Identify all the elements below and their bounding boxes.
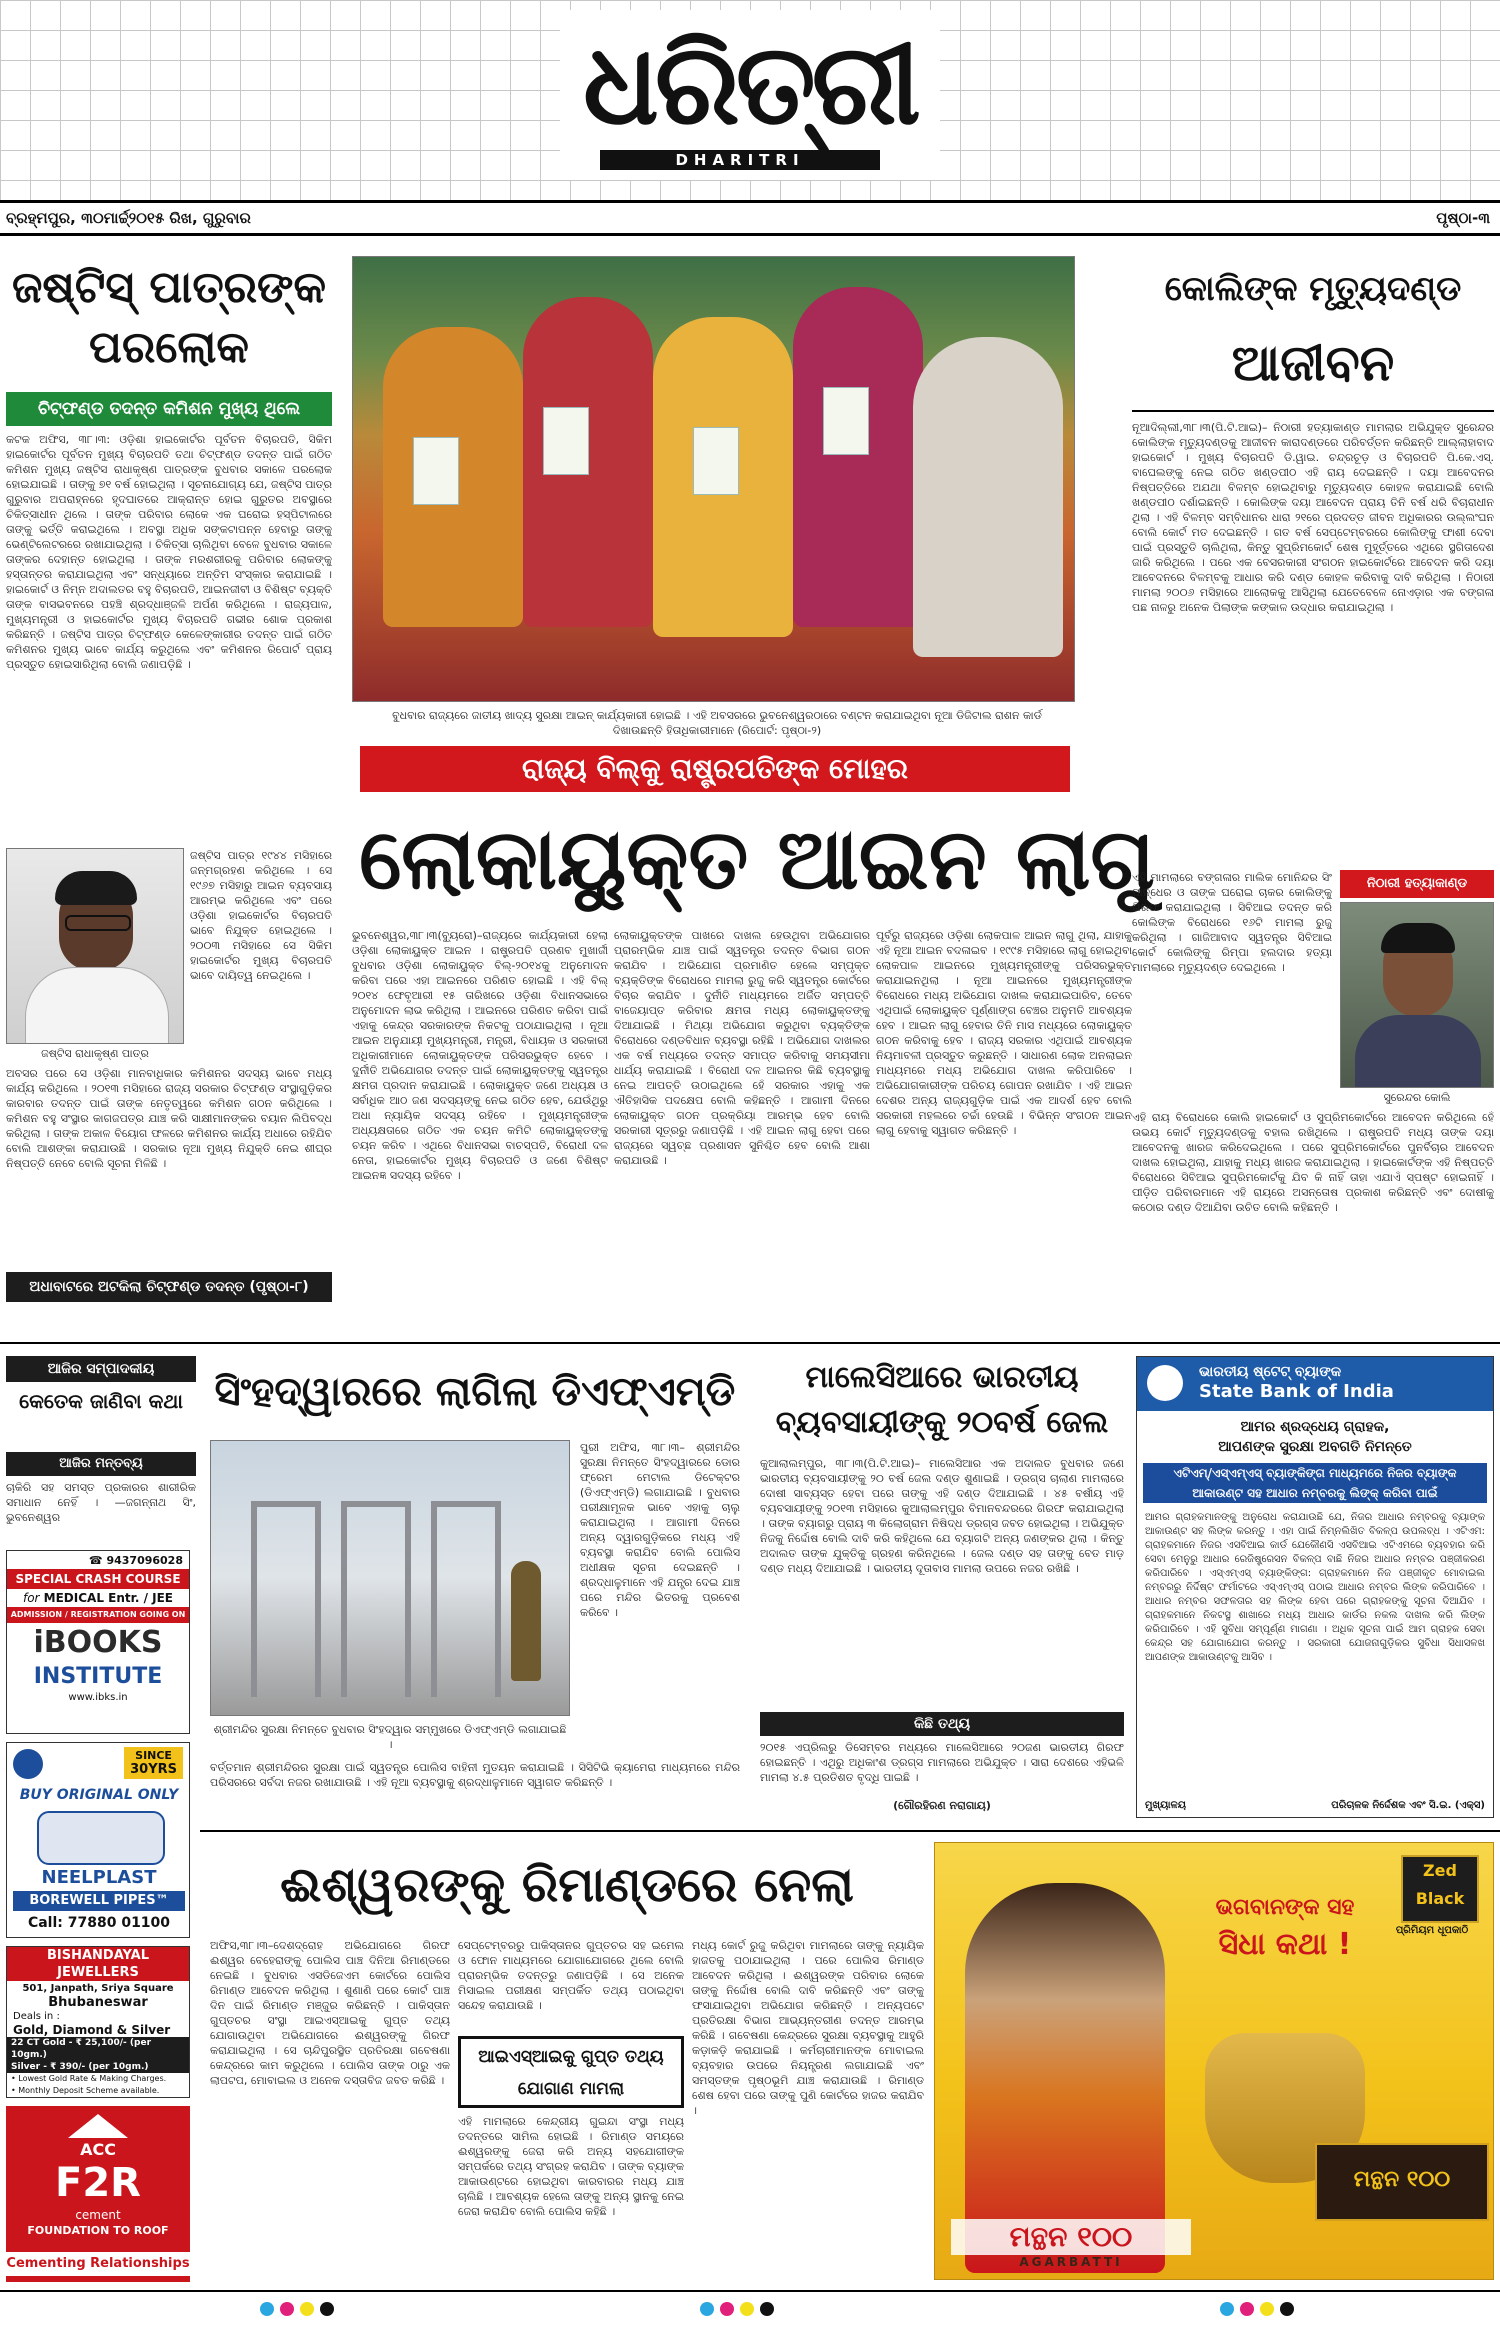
jewellers-name1: BISHANDAYAL — [7, 1947, 189, 1964]
sbi-footer-right: ପରିଚାଳକ ନିର୍ଦ୍ଦେଶକ ଏବଂ ସି.ଇ. (ଏକ୍ସ) — [1331, 1800, 1485, 1811]
dateline: ବ୍ରହ୍ମପୁର, ୩୦ମାର୍ଚ୍ଚ୍୨୦୧୫ ରିଖ, ଗୁରୁବାର — [6, 209, 251, 227]
ibooks-for: for — [22, 1591, 40, 1605]
masthead-rule — [0, 200, 1500, 203]
dfmd-photo-caption: ଶ୍ରୀମନ୍ଦିର ସୁରକ୍ଷା ନିମନ୍ତେ ବୁଧବାର ସିଂହଦ୍ୱାର ସମ୍ମୁଖରେ ଡିଏଫ୍‌ଏମ୍‌ଡି ଲଗାଯାଇଛି । — [213, 1723, 567, 1751]
koli-portrait — [1340, 902, 1494, 1088]
photo-figure-4 — [793, 287, 923, 627]
justice-headline: ଜଷ୍ଟିସ୍ ପାତ୍ରଙ୍କ ପରଲୋକ — [12, 262, 326, 373]
manthan-badge-sub: ପ୍ରିମିୟମ ଧୂପକାଠି — [1395, 1925, 1469, 1936]
neelplast-ad[interactable] — [6, 1742, 190, 1938]
ibooks-line3: ADMISSION / REGISTRATION GOING ON — [7, 1607, 189, 1623]
manthan-woman — [965, 1883, 1165, 2273]
sbi-logo-icon — [1147, 1365, 1183, 1401]
reg-mark-yellow-3 — [1260, 2302, 1274, 2316]
ibooks-site: www.ibks.in — [68, 1692, 128, 1703]
ishwar-body-2: ସେପ୍ଟେମ୍ବରରୁ ପାକିସ୍ତାନର ଗୁପ୍ତଚର ସହ ଇମେଲ ଓ ଫୋନ ମାଧ୍ୟମରେ ଯୋଗାଯୋଗରେ ଥିଲେ ବୋଲି ପ୍ରାରମ୍ଭିକ ତଦନ୍ତରୁ ଜଣାପଡ଼ିଛି । ସେ ଅନେକ ମିସାଇଲ ପରୀକ୍ଷଣ ସମ୍ପର୍କିତ ତଥ୍ୟ ପଠାଇଥିବା ସନ୍ଦେହ କରାଯାଉଛି । — [458, 1939, 684, 2012]
malaysia-headline-2: ବ୍ୟବସାୟୀଙ୍କୁ ୨୦ବର୍ଷ ଜେଲ — [775, 1405, 1109, 1440]
jewellers-ad[interactable] — [6, 1946, 190, 2098]
jewellers-rate2: Silver - ₹ 390/- (per 10gm.) — [7, 2061, 189, 2073]
portrait-glasses — [65, 915, 131, 931]
dateline-rule — [0, 233, 1500, 236]
jewellers-name2: JEWELLERS — [7, 1964, 189, 1981]
neelplast-line1: BUY ORIGINAL ONLY — [19, 1787, 179, 1803]
neelplast-brand: NEELPLAST — [41, 1867, 157, 1888]
dfmd-gate-1 — [251, 1501, 321, 1697]
neelplast-badge — [13, 1749, 43, 1779]
facts-body: ୨୦୧୫ ଏପ୍ରିଲରୁ ଡିସେମ୍ବର ମଧ୍ୟରେ ମାଲେସିଆରେ ୨୦ଜଣ ଭାରତୀୟ ଗିରଫ ହୋଇଛନ୍ତି । ଏଥିରୁ ଅଧିକାଂଶ ଡ୍ରଗ୍ସ ମାମଲାରେ ଅଭିଯୁକ୍ତ । ସାରା ଦେଶରେ ଏହିଭଳି ମାମଲା ୪.୫ ପ୍ରତିଶତ ବୃଦ୍ଧି ପାଇଛି । — [760, 1741, 1124, 1784]
ishwar-body-1: ଅଫିସ,୩୮।୩–ଦେଶଦ୍ରୋହ ଅଭିଯୋଗରେ ଗିରଫ ଈଶ୍ୱର ବେହେରାଙ୍କୁ ପୋଲିସ ପାଞ୍ଚ ଦିନିଆ ରିମାଣ୍ଡରେ ନେଇଛି । ବୁଧବାର ଏସଡିଜେଏମ କୋର୍ଟରେ ପୋଲିସ ରିମାଣ୍ଡ ଆବେଦନ କରିଥିଲା । ଶୁଣାଣି ପରେ କୋର୍ଟ ପାଞ୍ଚ ଦିନ ପାଇଁ ରିମାଣ୍ଡ ମଞ୍ଜୁର କରିଛନ୍ତି । ପାକିସ୍ତାନ ଗୁପ୍ତଚର ସଂସ୍ଥା ଆଇଏସ୍ଆଇକୁ ଗୁପ୍ତ ତଥ୍ୟ ଯୋଗାଉଥିବା ଅଭିଯୋଗରେ ଈଶ୍ୱରଙ୍କୁ ଗିରଫ କରାଯାଇଥିଲା । ସେ ଚାନ୍ଦିପୁରସ୍ଥିତ ପ୍ରତିରକ୍ଷା ଗବେଷଣା କେନ୍ଦ୍ରରେ କାମ କରୁଥିଲେ । ପୋଲିସ ତାଙ୍କ ଠାରୁ ଏକ ଲାପଟପ, ମୋବାଇଲ ଓ ଅନେକ ଦସ୍ତାବିଜ ଜବତ କରିଛି । — [210, 1939, 450, 2087]
lokayukta-banner: ରାଜ୍ୟ ବିଲ୍‌କୁ ରାଷ୍ଟ୍ରପତିଙ୍କ ମୋହର — [360, 746, 1070, 792]
koli-body-2: ଏହି ମାମଲାରେ ବଙ୍ଗଳାର ମାଲିକ ମୋନିନ୍ଦର ସିଂ ପାନ୍ଧେର ଓ ତାଙ୍କ ଘରୋଇ ଚାକର କୋଲିଙ୍କୁ ଗିରଫ କରାଯାଇଥିଲା । ସିବିଆଇ ତଦନ୍ତ କରି କୋଲିଙ୍କ ବିରୋଧରେ ୧୬ଟି ମାମଲା ରୁଜୁ କରିଥିଲା । ଗାଜିଆବାଦ ସ୍ୱତନ୍ତ୍ର ସିବିଆଇ କୋର୍ଟ କୋଲିଙ୍କୁ ରିମ୍ପା ହଲଦାର ହତ୍ୟା ମାମଲାରେ ମୃତ୍ୟୁଦଣ୍ଡ ଦେଇଥିଲେ । — [1132, 871, 1332, 974]
reg-mark-black-3 — [1280, 2302, 1294, 2316]
sbi-body: ଆମର ଗ୍ରାହକମାନଙ୍କୁ ଅନୁରୋଧ କରାଯାଉଛି ଯେ, ନିଜର ଆଧାର ନମ୍ବରକୁ ବ୍ୟାଙ୍କ ଆକାଉଣ୍ଟ ସହ ଲିଙ୍କ କରନ୍ତୁ । ଏହା ପାଇଁ ନିମ୍ନଲିଖିତ ବିକଳ୍ପ ଉପଲବ୍ଧ । ଏଟିଏମ: ଗ୍ରାହକମାନେ ନିଜର ଏସବିଆଇ କାର୍ଡ ଯେକୌଣସି ଏସବିଆଇ ଏଟିଏମରେ ବ୍ୟବହାର କରି ସେବା ମେନୁରୁ ଆଧାର ରେଜିଷ୍ଟ୍ରେସନ ବିକଳ୍ପ ବାଛି ନିଜର ଆଧାର ନମ୍ବର ପଞ୍ଜୀକରଣ କରିପାରିବେ । ଏସ୍‌ଏମ୍‌ଏସ୍ ବ୍ୟାଙ୍କିଙ୍ଗ: ଗ୍ରାହକମାନେ ନିଜ ପଞ୍ଜୀକୃତ ମୋବାଇଲ ନମ୍ବରରୁ ନିର୍ଦ୍ଦିଷ୍ଟ ଫର୍ମାଟରେ ଏସ୍‌ଏମ୍‌ଏସ୍ ପଠାଇ ଆଧାର ନମ୍ବର ଲିଙ୍କ କରିପାରିବେ । ଆଧାର ନମ୍ବର ସଫଳତାର ସହ ଲିଙ୍କ ହେବା ପରେ ଗ୍ରାହକଙ୍କୁ ସୂଚନା ଦିଆଯିବ । ଗ୍ରାହକମାନେ ନିକଟସ୍ଥ ଶାଖାରେ ମଧ୍ୟ ଆଧାର କାର୍ଡର ନକଲ ଦାଖଲ କରି ଲିଙ୍କ କରିପାରିବେ । ଏହି ସୁବିଧା ସମ୍ପୂର୍ଣ୍ଣ ମାଗଣା । ଅଧିକ ସୂଚନା ପାଇଁ ଆମ ଗ୍ରାହକ ସେବା କେନ୍ଦ୍ର ସହ ଯୋଗାଯୋଗ କରନ୍ତୁ । ସରକାରୀ ଯୋଜନାଗୁଡ଼ିକର ସୁବିଧା ସିଧାସଳଖ ଆପଣଙ୍କ ଆକାଉଣ୍ଟକୁ ଆସିବ । — [1145, 1512, 1485, 1663]
dfmd-gate-3 — [431, 1501, 501, 1697]
koli-hair — [1381, 923, 1455, 953]
justice-footer-tag: ଅଧାବାଟରେ ଅଟକିଲା ଚିଟ୍‌ଫଣ୍ଡ ତଦନ୍ତ (ପୃଷ୍ଠା-୮) — [6, 1272, 332, 1302]
sbi-header — [1137, 1357, 1493, 1411]
jewellers-gold: Gold, Diamond & Silver — [13, 2023, 171, 2037]
lokayukta-body-3: ପୂର୍ବରୁ ରାଜ୍ୟରେ ଓଡ଼ିଶା ଲୋକପାଳ ଆଇନ ଲାଗୁ ଥିଲା, ଯାହାକୁ ଏହି ନୂଆ ଆଇନ ବଦଳାଇବ । ୧୯୯୫ ମସିହାରେ ଲାଗୁ ହୋଇଥିବା ଲୋକପାଳ ଆଇନରେ ମୁଖ୍ୟମନ୍ତ୍ରୀଙ୍କୁ ପରିସରଭୁକ୍ତ କରାଯାଇନଥିଲା । ନୂଆ ଆଇନରେ ମୁଖ୍ୟମନ୍ତ୍ରୀଙ୍କ ବିରୋଧରେ ମଧ୍ୟ ଅଭିଯୋଗ ଦାଖଲ କରାଯାଇପାରିବ, ତେବେ ଏଥିପାଇଁ ଲୋକାୟୁକ୍ତ ପୂର୍ଣ୍ଣାଙ୍ଗ ବେଞ୍ଚର ଅନୁମତି ଆବଶ୍ୟକ ହେବ । ଆଇନ ଲାଗୁ ହେବାର ତିନି ମାସ ମଧ୍ୟରେ ଲୋକାୟୁକ୍ତ ଗଠନ କରିବାକୁ ହେବ । ରାଜ୍ୟ ସରକାର ଏଥିପାଇଁ ଆବଶ୍ୟକ ନିୟମାବଳୀ ପ୍ରସ୍ତୁତ କରୁଛନ୍ତି । ସାଧାରଣ ଲୋକ ଅନଲାଇନ ମାଧ୍ୟମରେ ମଧ୍ୟ ଅଭିଯୋଗ ଦାଖଲ କରିପାରିବେ । ଅଭିଯୋଗକାରୀଙ୍କ ପରିଚୟ ଗୋପନ ରଖାଯିବ । ଏହି ଆଇନ ଦେଶର ଅନ୍ୟ ରାଜ୍ୟଗୁଡ଼ିକ ପାଇଁ ଏକ ଆଦର୍ଶ ହେବ ବୋଲି ସରକାରୀ ମହଲରେ ଚର୍ଚ୍ଚା ହେଉଛି । ବିଭିନ୍ନ ସଂଗଠନ ଆଇନ ଲାଗୁ ହେବାକୁ ସ୍ୱାଗତ କରିଛନ୍ତି । — [876, 929, 1132, 1137]
neelplast-since-label: SINCE — [135, 1749, 172, 1762]
acc-brand: ACC — [80, 2140, 116, 2159]
acc-house-icon — [68, 2114, 128, 2138]
reg-mark-magenta-2 — [720, 2302, 734, 2316]
dfmd-body-2: ବର୍ତ୍ତମାନ ଶ୍ରୀମନ୍ଦିରର ସୁରକ୍ଷା ପାଇଁ ସ୍ୱତନ୍ତ୍ର ପୋଲିସ ବାହିନୀ ମୁତୟନ କରାଯାଇଛି । ସିସିଟିଭି କ୍ୟାମେରା ମାଧ୍ୟମରେ ମନ୍ଦିର ପରିସରରେ ସର୍ବଦା ନଜର ରଖାଯାଉଛି । ଏହି ନୂଆ ବ୍ୟବସ୍ଥାକୁ ଶ୍ରଦ୍ଧାଳୁମାନେ ସ୍ୱାଗତ କରିଛନ୍ତି । — [210, 1761, 740, 1789]
sbi-highlight-1: ଏଟିଏମ୍/ଏସ୍‌ଏମ୍‌ଏସ୍ ବ୍ୟାଙ୍କିଙ୍ଗ ମାଧ୍ୟମରେ ନିଜର ବ୍ୟାଙ୍କ — [1143, 1463, 1487, 1483]
jewellers-rate1: 22 CT Gold - ₹ 25,100/- (per 10gm.) — [7, 2037, 189, 2061]
acc-product: F2R — [55, 2160, 141, 2206]
facts-credit: (ଗୌରହିରଣ ନରାଗାୟ) — [893, 1799, 991, 1812]
page-number: ପୃଷ୍ଠା-୩ — [1436, 209, 1490, 227]
manthan-product: ମନ୍ଥନ ୧୦୦ — [951, 2219, 1191, 2255]
manthan-pack-label: ମନ୍ଥନ ୧୦୦ — [1353, 2167, 1451, 2192]
jewellers-city: Bhubaneswar — [48, 1995, 148, 2010]
reg-mark-magenta-1 — [280, 2302, 294, 2316]
quote-title: ଆଜିର ମନ୍ତବ୍ୟ — [6, 1452, 196, 1476]
sbi-title-en: State Bank of India — [1199, 1381, 1394, 1402]
facts-title: କିଛି ତଥ୍ୟ — [760, 1712, 1124, 1736]
manthan-pack — [1315, 2143, 1489, 2221]
newspaper-logo-text: ଧରିତ୍ରୀ — [583, 20, 917, 150]
acc-slogan: Cementing Relationships — [6, 2252, 190, 2276]
photo-card-4 — [823, 387, 869, 455]
photo-card-2 — [543, 407, 589, 475]
reg-mark-cyan-2 — [700, 2302, 714, 2316]
neelplast-product: BOREWELL PIPES™ — [13, 1891, 185, 1911]
dfmd-body-1: ପୁରୀ ଅଫିସ, ୩୮।୩– ଶ୍ରୀମନ୍ଦିର ସୁରକ୍ଷା ନିମନ୍ତେ ସିଂହଦ୍ୱାରରେ ଡୋର ଫ୍ରେମ ମେଟାଲ ଡିଟେକ୍ଟର (ଡିଏଫ୍‌ଏମ୍‌ଡି) ଲଗାଯାଇଛି । ବୁଧବାର ପରୀକ୍ଷାମୂଳକ ଭାବେ ଏହାକୁ ଚାଲୁ କରାଯାଇଥିଲା । ଆଗାମୀ ଦିନରେ ଅନ୍ୟ ଦ୍ୱାରଗୁଡ଼ିକରେ ମଧ୍ୟ ଏହି ବ୍ୟବସ୍ଥା କରାଯିବ ବୋଲି ପୋଲିସ ଅଧୀକ୍ଷକ ସୂଚନା ଦେଇଛନ୍ତି । ଶ୍ରଦ୍ଧାଳୁମାନେ ଏହି ଯନ୍ତ୍ର ଦେଇ ଯାଞ୍ଚ ପରେ ମନ୍ଦିର ଭିତରକୁ ପ୍ରବେଶ କରିବେ । — [580, 1441, 740, 1619]
ishwar-inset-text: ଆଇଏସ୍ଆଇକୁ ଗୁପ୍ତ ତଥ୍ୟ ଯୋଗାଣ ମାମଲା — [478, 2047, 664, 2099]
koli-headline-top: କୋଲିଙ୍କ ମୃତ୍ୟୁଦଣ୍ଡ — [1164, 269, 1462, 309]
sbi-tagline-1: ଆମର ଶ୍ରଦ୍ଧେୟ ଗ୍ରାହକ, — [1240, 1419, 1390, 1435]
dfmd-headline: ସିଂହଦ୍ୱାରରେ ଲାଗିଲା ଡିଏଫ୍‌ଏମ୍‌ଡି — [214, 1369, 736, 1415]
ration-photo-caption: ବୁଧବାର ରାଜ୍ୟରେ ଜାତୀୟ ଖାଦ୍ୟ ସୁରକ୍ଷା ଆଇନ୍ କାର୍ଯ୍ୟକାରୀ ହୋଇଛି । ଏହି ଅବସରରେ ଭୁବନେଶ୍ୱରଠାରେ ବଣ୍ଟନ କରାଯାଇଥିବା ନୂଆ ଡିଜିଟାଲ ରାଶନ କାର୍ଡ ଦିଖାଉଛନ୍ତି ହିତାଧିକାରୀମାନେ (ରିପୋର୍ଟ: ପୃଷ୍ଠା-୨) — [392, 709, 1042, 737]
photo-card-3 — [693, 427, 739, 495]
photo-figure-5 — [913, 337, 1063, 657]
sbi-tagline-2: ଆପଣଙ୍କ ସୁରକ୍ଷା ଅବଗତି ନିମନ୍ତେ — [1218, 1439, 1412, 1455]
neelplast-since — [124, 1747, 183, 1779]
ishwar-inset — [458, 2036, 684, 2108]
koli-headline-main: ଆଜୀବନ — [1231, 334, 1395, 392]
manthan-badge-2: Black — [1415, 1889, 1465, 1908]
ibooks-line1: SPECIAL CRASH COURSE — [7, 1569, 189, 1589]
sbi-title-or: ଭାରତୀୟ ଷ୍ଟେଟ୍ ବ୍ୟାଙ୍କ — [1199, 1364, 1342, 1380]
ration-card-photo — [352, 256, 1075, 702]
ishwar-body-4: ମଧ୍ୟ କୋର୍ଟ ରୁଜୁ କରିଥିବା ମାମଲାରେ ତାଙ୍କୁ ନ୍ୟାୟିକ ହାଜତକୁ ପଠାଯାଇଥିଲା । ପରେ ପୋଲିସ ରିମାଣ୍ଡ ଆବେଦନ କରିଥିଲା । ଈଶ୍ୱରଙ୍କ ପରିବାର ଲୋକେ ତାଙ୍କୁ ନିର୍ଦ୍ଦୋଷ ବୋଲି ଦାବି କରିଛନ୍ତି ଏବଂ ତାଙ୍କୁ ଫସାଯାଇଥିବା ଅଭିଯୋଗ କରିଛନ୍ତି । ଅନ୍ୟପଟେ ପ୍ରତିରକ୍ଷା ବିଭାଗ ଆଭ୍ୟନ୍ତରୀଣ ତଦନ୍ତ ଆରମ୍ଭ କରିଛି । ଗବେଷଣା କେନ୍ଦ୍ରରେ ସୁରକ୍ଷା ବ୍ୟବସ୍ଥାକୁ ଆହୁରି କଡ଼ାକଡ଼ି କରାଯାଇଛି । କର୍ମଚାରୀମାନଙ୍କ ମୋବାଇଲ ବ୍ୟବହାର ଉପରେ ନିୟନ୍ତ୍ରଣ ଲଗାଯାଇଛି ଏବଂ ସମସ୍ତଙ୍କ ପୃଷ୍ଠଭୂମି ଯାଞ୍ଚ କରାଯାଉଛି । ରିମାଣ୍ଡ ଶେଷ ହେବା ପରେ ତାଙ୍କୁ ପୁଣି କୋର୍ଟରେ ହାଜର କରାଯିବ । — [692, 1939, 924, 2117]
manthan-ad[interactable] — [934, 1842, 1494, 2280]
lokayukta-body-2: ଲୋକାୟୁକ୍ତଙ୍କ ପାଖରେ ଦାଖଲ ହେଉଥିବା ଅଭିଯୋଗର ପ୍ରାରମ୍ଭିକ ଯାଞ୍ଚ ପାଇଁ ସ୍ୱତନ୍ତ୍ର ତଦନ୍ତ ବିଭାଗ ଗଠନ କରାଯିବ । ଅଭିଯୋଗ ପ୍ରମାଣିତ ହେଲେ ସମ୍ପୃକ୍ତ ବ୍ୟକ୍ତିଙ୍କ ବିରୋଧରେ ମାମଲା ରୁଜୁ କରି ସ୍ୱତନ୍ତ୍ର କୋର୍ଟରେ ବିଚାର କରାଯିବ । ଦୁର୍ନୀତି ମାଧ୍ୟମରେ ଅର୍ଜିତ ସମ୍ପତ୍ତି ବାଜେୟାପ୍ତ କରିବାର କ୍ଷମତା ମଧ୍ୟ ଲୋକାୟୁକ୍ତଙ୍କୁ ଦିଆଯାଇଛି । ମିଥ୍ୟା ଅଭିଯୋଗ କରୁଥିବା ବ୍ୟକ୍ତିଙ୍କ ବିରୋଧରେ ଦଣ୍ଡବିଧାନ ବ୍ୟବସ୍ଥା ରହିଛି । ଅଭିଯୋଗ ଦାଖଲର ଏକ ବର୍ଷ ମଧ୍ୟରେ ତଦନ୍ତ ସମାପ୍ତ କରିବାକୁ ସମୟସୀମା ଧାର୍ଯ୍ୟ କରାଯାଇଛି । ବିରୋଧୀ ଦଳ ଆଇନର କିଛି ବ୍ୟବସ୍ଥାକୁ ନେଇ ଆପତ୍ତି ଉଠାଇଥିଲେ ହେଁ ସରକାର ଏହାକୁ ଏକ ଐତିହାସିକ ପଦକ୍ଷେପ ବୋଲି କହିଛନ୍ତି । ଆଗାମୀ ଦିନରେ ଲୋକାୟୁକ୍ତ ଗଠନ ପ୍ରକ୍ରିୟା ଆରମ୍ଭ ହେବ ବୋଲି ସରକାରୀ ସୂତ୍ରରୁ ଜଣାପଡ଼ିଛି । ଏହି ଆଇନ ଲାଗୁ ହେବା ପରେ ରାଜ୍ୟରେ ସ୍ୱଚ୍ଛ ପ୍ରଶାସନ ସୁନିଶ୍ଚିତ ହେବ ବୋଲି ଆଶା କରାଯାଉଛି । — [614, 929, 870, 1167]
portrait-body — [25, 967, 169, 1044]
justice-strap: ଚିଟ୍‌ଫଣ୍ଡ ତଦନ୍ତ କମିଶନ ମୁଖ୍ୟ ଥିଲେ — [6, 392, 332, 426]
sbi-footer-left: ମୁଖ୍ୟାଳୟ — [1145, 1800, 1186, 1811]
jewellers-bullet1: • Lowest Gold Rate & Making Charges. — [11, 2074, 167, 2083]
koli-side-tag: ନିଠାରୀ ହତ୍ୟାକାଣ୍ଡ — [1340, 870, 1494, 898]
malaysia-headline-1: ମାଲେସିଆରେ ଭାରତୀୟ — [805, 1360, 1079, 1395]
sbi-ad[interactable] — [1136, 1356, 1494, 1818]
newspaper-logo-sub: DHARITRI — [600, 150, 880, 170]
lower-rule — [200, 1830, 1500, 1832]
koli-body-1: ନୂଆଦିଲ୍ଲୀ,୩୮।୩(ପି.ଟି.ଆଇ)– ନିଠାରୀ ହତ୍ୟାକାଣ୍ଡ ମାମଲାର ଅଭିଯୁକ୍ତ ସୁରେନ୍ଦର କୋଲିଙ୍କ ମୃତ୍ୟୁଦଣ୍ଡକୁ ଆଜୀବନ କାରାଦଣ୍ଡରେ ପରିବର୍ତ୍ତନ କରିଛନ୍ତି ଆଲ୍ଲାହାବାଦ ହାଇକୋର୍ଟ । ମୁଖ୍ୟ ବିଚାରପତି ଡି.ୱାଇ. ଚନ୍ଦ୍ରଚୂଡ଼ ଓ ବିଚାରପତି ପି.କେ.ଏସ୍. ବାଘେଲଙ୍କୁ ନେଇ ଗଠିତ ଖଣ୍ଡପୀଠ ଏହି ରାୟ ଦେଇଛନ୍ତି । ଦୟା ଆବେଦନର ନିଷ୍ପତ୍ତିରେ ଅଯଥା ବିଳମ୍ବ ହୋଇଥିବାରୁ ମୃତ୍ୟୁଦଣ୍ଡ କୋହଳ କରାଯାଇଛି ବୋଲି ଖଣ୍ଡପୀଠ ଦର୍ଶାଇଛନ୍ତି । କୋଲିଙ୍କ ଦୟା ଆବେଦନ ପ୍ରାୟ ତିନି ବର୍ଷ ଧରି ବିଚାରାଧୀନ ଥିଲା । ଏହି ବିଳମ୍ବ ସମ୍ବିଧାନର ଧାରା ୨୧ରେ ପ୍ରଦତ୍ତ ଜୀବନ ଅଧିକାରର ଉଲ୍ଲଂଘନ ବୋଲି କୋର୍ଟ ମତ ଦେଇଛନ୍ତି । ଗତ ବର୍ଷ ସେପ୍ଟେମ୍ବରରେ କୋଲିଙ୍କୁ ଫାଶୀ ଦେବା ପାଇଁ ପ୍ରସ୍ତୁତି ଚାଲିଥିଲା, କିନ୍ତୁ ସୁପ୍ରିମକୋର୍ଟ ଶେଷ ମୁହୂର୍ତ୍ତରେ ଏଥିରେ ସ୍ଥଗିତାଦେଶ ଜାରି କରିଥିଲେ । ପରେ ଏକ ବେସରକାରୀ ସଂଗଠନ ହାଇକୋର୍ଟରେ ଆବେଦନ କରି ଦୟା ଆବେଦନରେ ବିଳମ୍ବକୁ ଆଧାର କରି ଦଣ୍ଡ କୋହଳ କରିବାକୁ ଦାବି କରିଥିଲା । ନିଠାରୀ ମାମଲା ୨୦୦୬ ମସିହାରେ ଆଲୋକକୁ ଆସିଥିଲା ଯେତେବେଳେ ନୋଏଡ଼ାର ଏକ ବଙ୍ଗଳା ପଛ ନାଳରୁ ଅନେକ ପିଲାଙ୍କ କଙ୍କାଳ ଉଦ୍ଧାର କରାଯାଇଥିଲା । — [1132, 421, 1494, 614]
reg-mark-cyan-3 — [1220, 2302, 1234, 2316]
reg-mark-yellow-1 — [300, 2302, 314, 2316]
justice-portrait — [6, 848, 184, 1044]
koli-body — [1355, 1015, 1481, 1088]
manthan-product-sub: AGARBATTI — [1019, 2255, 1123, 2269]
lokayukta-headline: ଲୋକାୟୁକ୍ତ ଆଇନ ଲାଗୁ — [359, 810, 1155, 908]
ibooks-brand: iBOOKS — [33, 1625, 163, 1660]
ibooks-line2 — [7, 1589, 189, 1607]
footer-rule — [0, 2290, 1500, 2292]
reg-mark-cyan-1 — [260, 2302, 274, 2316]
manthan-tagline-2: ସିଧା କଥା ! — [1218, 1927, 1352, 1962]
ibooks-phone: ☎ 9437096028 — [88, 1554, 183, 1567]
mid-rule — [0, 1342, 1500, 1344]
lokayukta-body-1: ଭୁବନେଶ୍ୱର,୩୮।୩(ବ୍ୟୁରୋ)–ରାଜ୍ୟରେ କାର୍ଯ୍ୟକାରୀ ହେଲା ଓଡ଼ିଶା ଲୋକାୟୁକ୍ତ ଆଇନ । ରାଷ୍ଟ୍ରପତି ପ୍ରଣବ ମୁଖାର୍ଜୀ ବୁଧବାର ଓଡ଼ିଶା ଲୋକାୟୁକ୍ତ ବିଲ୍-୨୦୧୪କୁ ଅନୁମୋଦନ କରିବା ପରେ ଏହା ଆଇନରେ ପରିଣତ ହୋଇଛି । ଏହି ବିଲ୍ ୨୦୧୪ ଫେବୃଆରୀ ୧୫ ତାରିଖରେ ଓଡ଼ିଶା ବିଧାନସଭାରେ ଅନୁମୋଦନ ଲାଭ କରିଥିଲା । ଆଇନରେ ପରିଣତ କରିବା ପାଇଁ ଏହାକୁ କେନ୍ଦ୍ର ସରକାରଙ୍କ ନିକଟକୁ ପଠାଯାଇଥିଲା । ନୂଆ ଆଇନ ଅନୁଯାୟୀ ମୁଖ୍ୟମନ୍ତ୍ରୀ, ମନ୍ତ୍ରୀ, ବିଧାୟକ ଓ ସରକାରୀ ଅଧିକାରୀମାନେ ଲୋକାୟୁକ୍ତଙ୍କ ପରିସରଭୁକ୍ତ ହେବେ । ଦୁର୍ନୀତି ଅଭିଯୋଗର ତଦନ୍ତ ପାଇଁ ଲୋକାୟୁକ୍ତଙ୍କୁ ସ୍ୱତନ୍ତ୍ର କ୍ଷମତା ପ୍ରଦାନ କରାଯାଇଛି । ଲୋକାୟୁକ୍ତ ଜଣେ ଅଧ୍ୟକ୍ଷ ଓ ସର୍ବାଧିକ ଆଠ ଜଣ ସଦସ୍ୟଙ୍କୁ ନେଇ ଗଠିତ ହେବ, ଯେଉଁଥିରୁ ଅଧା ନ୍ୟାୟିକ ସଦସ୍ୟ ରହିବେ । ମୁଖ୍ୟମନ୍ତ୍ରୀଙ୍କ ଅଧ୍ୟକ୍ଷତାରେ ଗଠିତ ଏକ ଚୟନ କମିଟି ଲୋକାୟୁକ୍ତଙ୍କୁ ଚୟନ କରିବ । ଏଥିରେ ବିଧାନସଭା ବାଚସ୍ପତି, ବିରୋଧୀ ଦଳ ନେତା, ହାଇକୋର୍ଟର ମୁଖ୍ୟ ବିଚାରପତି ଓ ଜଣେ ବିଶିଷ୍ଟ ଆଇନଜ୍ଞ ସଦସ୍ୟ ରହିବେ । — [352, 929, 608, 1182]
ibooks-medical: MEDICAL Entr. / JEE — [43, 1591, 173, 1605]
ishwar-body-3: ଏହି ମାମଲାରେ କେନ୍ଦ୍ରୀୟ ଗୁଇନ୍ଦା ସଂସ୍ଥା ମଧ୍ୟ ତଦନ୍ତରେ ସାମିଲ ହୋଇଛି । ରିମାଣ୍ଡ ସମୟରେ ଈଶ୍ୱରଙ୍କୁ ଜେରା କରି ଅନ୍ୟ ସହଯୋଗୀଙ୍କ ସମ୍ପର୍କରେ ତଥ୍ୟ ସଂଗ୍ରହ କରାଯିବ । ତାଙ୍କ ବ୍ୟାଙ୍କ ଆକାଉଣ୍ଟରେ ହୋଇଥିବା କାରବାରର ମଧ୍ୟ ଯାଞ୍ଚ ଚାଲିଛି । ଆବଶ୍ୟକ ହେଲେ ତାଙ୍କୁ ଅନ୍ୟ ସ୍ଥାନକୁ ନେଇ ଜେରା କରାଯିବ ବୋଲି ପୋଲିସ କହିଛି । — [458, 2115, 684, 2218]
dfmd-officer — [511, 1561, 541, 1681]
ibooks-ad[interactable] — [6, 1550, 190, 1734]
sbi-highlight-2: ଆକାଉଣ୍ଟ ସହ ଆଧାର ନମ୍ବରକୁ ଲିଙ୍କ୍ କରିବା ପାଇଁ — [1143, 1483, 1487, 1503]
reg-mark-magenta-3 — [1240, 2302, 1254, 2316]
koli-portrait-caption: ସୁରେନ୍ଦର କୋଲି — [1383, 1091, 1451, 1104]
justice-body-1: କଟକ ଅଫିସ, ୩୮।୩: ଓଡ଼ିଶା ହାଇକୋର୍ଟର ପୂର୍ବତନ ବିଚାରପତି, ସିକିମ ହାଇକୋର୍ଟର ପୂର୍ବତନ ମୁଖ୍ୟ ବିଚାରପତି ତଥା ଚିଟ୍‌ଫଣ୍ଡ ତଦନ୍ତ ପାଇଁ ଗଠିତ କମିଶନ ମୁଖ୍ୟ ଜଷ୍ଟିସ ରାଧାକୃଷ୍ଣ ପାତ୍ରଙ୍କ ବୁଧବାର ସକାଳେ ପରଲୋକ ହୋଇଯାଇଛି । ତାଙ୍କୁ ୭୧ ବର୍ଷ ହୋଇଥିଲା । ସୂଚନାଯୋଗ୍ୟ ଯେ, ଜଷ୍ଟିସ ପାତ୍ର ଗୁରୁବାର ଅପରାହ୍ନରେ ହୃଦଘାତରେ ଆକ୍ରାନ୍ତ ହୋଇ ଗୁରୁତର ଅବସ୍ଥାରେ ଚିକିତ୍ସାଧୀନ ଥିଲେ । ତାଙ୍କ ପରିବାର ଲୋକେ ଏକ ଘରୋଇ ହସ୍ପିଟାଲରେ ତାଙ୍କୁ ଭର୍ତ୍ତି କରାଇଥିଲେ । ଅବସ୍ଥା ଅଧିକ ସଙ୍କଟାପନ୍ନ ହେବାରୁ ତାଙ୍କୁ ଭେଣ୍ଟିଲେଟରରେ ରଖାଯାଇଥିଲା । ଚିକିତ୍ସା ଚାଲିଥିବା ବେଳେ ବୁଧବାର ସକାଳେ ତାଙ୍କର ଦେହାନ୍ତ ହୋଇଥିଲା । ତାଙ୍କ ମରଶରୀରକୁ ପରିବାର ଲୋକଙ୍କୁ ହସ୍ତାନ୍ତର କରାଯାଇଥିଲା ଏବଂ ସନ୍ଧ୍ୟାରେ ଅନ୍ତିମ ସଂସ୍କାର କରାଯାଇଛି । ହାଇକୋର୍ଟ ଓ ନିମ୍ନ ଅଦାଲତର ବହୁ ବିଚାରପତି, ଆଇନଜୀବୀ ଓ ବିଶିଷ୍ଟ ବ୍ୟକ୍ତି ତାଙ୍କ ବାସଭବନରେ ପହଞ୍ଚି ଶ୍ରଦ୍ଧାଞ୍ଜଳି ଅର୍ପଣ କରିଥିଲେ । ରାଜ୍ୟପାଳ, ମୁଖ୍ୟମନ୍ତ୍ରୀ ଓ ହାଇକୋର୍ଟର ମୁଖ୍ୟ ବିଚାରପତି ଗଭୀର ଶୋକ ପ୍ରକାଶ କରିଛନ୍ତି । ଜଷ୍ଟିସ ପାତ୍ର ଚିଟ୍‌ଫଣ୍ଡ କେଳେଙ୍କାରୀର ତଦନ୍ତ ପାଇଁ ଗଠିତ କମିଶନର ମୁଖ୍ୟ ଭାବେ କାର୍ଯ୍ୟ କରୁଥିଲେ ଏବଂ କମିଶନର ରିପୋର୍ଟ ପ୍ରାୟ ପ୍ରସ୍ତୁତ ହୋଇସାରିଥିଲା ବୋଲି ଜଣାପଡ଼ିଛି । — [6, 433, 332, 671]
manthan-badge — [1401, 1855, 1479, 1923]
quote-text: ଚାକିରି ସହ ସମସ୍ତ ପ୍ରକାରର ଶାରୀରିକ ସମାଧାନ ନେହିଁ । —ଜଗନ୍ନାଥ ସିଂ, ଭୁବନେଶ୍ୱର — [6, 1481, 196, 1524]
ishwar-headline: ଈଶ୍ୱରଙ୍କୁ ରିମାଣ୍ଡରେ ନେଲା — [280, 1857, 854, 1913]
jewellers-bullet2: • Monthly Deposit Scheme available. — [11, 2086, 160, 2095]
editorial-subtitle: କେତେକ ଜାଣିବା କଥା — [19, 1389, 183, 1413]
justice-body-3: ଅବସର ପରେ ସେ ଓଡ଼ିଶା ମାନବାଧିକାର କମିଶନର ସଦସ୍ୟ ଭାବେ ମଧ୍ୟ କାର୍ଯ୍ୟ କରିଥିଲେ । ୨୦୧୩ ମସିହାରେ ରାଜ୍ୟ ସରକାର ଚିଟ୍‌ଫଣ୍ଡ ସଂସ୍ଥାଗୁଡ଼ିକର କାରବାର ତଦନ୍ତ ପାଇଁ ତାଙ୍କ ନେତୃତ୍ୱରେ କମିଶନ ଗଠନ କରିଥିଲେ । କମିଶନ ବହୁ ସଂସ୍ଥାର କାଗଜପତ୍ର ଯାଞ୍ଚ କରି ସାକ୍ଷୀମାନଙ୍କର ବୟାନ ଲିପିବଦ୍ଧ କରିଥିଲା । ତାଙ୍କ ଅକାଳ ବିୟୋଗ ଫଳରେ କମିଶନର କାର୍ଯ୍ୟ ଅଧାରେ ରହିଯିବ ବୋଲି ଆଶଙ୍କା କରାଯାଉଛି । ସରକାର ନୂଆ ମୁଖ୍ୟ ନିଯୁକ୍ତି ନେଇ ଶୀଘ୍ର ନିଷ୍ପତ୍ତି ନେବେ ବୋଲି ସୂଚନା ମିଳିଛି । — [6, 1067, 332, 1170]
portrait-hair — [55, 871, 137, 905]
registration-marks — [0, 2302, 1500, 2324]
acc-tag: FOUNDATION TO ROOF — [27, 2224, 169, 2237]
photo-card-1 — [413, 437, 459, 505]
acc-sub: cement — [75, 2208, 121, 2222]
manthan-badge-1: Zed — [1423, 1861, 1457, 1880]
neelplast-years: 30YRS — [130, 1762, 177, 1777]
acc-ad[interactable] — [6, 2106, 190, 2282]
koli-rule — [1132, 410, 1494, 412]
masthead-logo — [560, 10, 940, 180]
manthan-tagline-1: ଭଗବାନଙ୍କ ସହ — [1215, 1895, 1355, 1920]
justice-portrait-caption: ଜଷ୍ଟିସ ରାଧାକୃଷ୍ଣ ପାତ୍ର — [41, 1047, 149, 1060]
jewellers-deals: Deals in : — [13, 2011, 60, 2022]
malaysia-body: କୁଆଲାଲମ୍ପୁର, ୩୮।୩(ପି.ଟି.ଆଇ)– ମାଲେସିଆର ଏକ ଅଦାଲତ ବୁଧବାର ଜଣେ ଭାରତୀୟ ବ୍ୟବସାୟୀଙ୍କୁ ୨୦ ବର୍ଷ ଜେଲ ଦଣ୍ଡ ଶୁଣାଇଛି । ଡ୍ରଗ୍ସ ଚାଲାଣ ମାମଲାରେ ଦୋଷୀ ସାବ୍ୟସ୍ତ ହେବା ପରେ ତାଙ୍କୁ ଏହି ଦଣ୍ଡ ଦିଆଯାଇଛି । ୪୫ ବର୍ଷୀୟ ଏହି ବ୍ୟବସାୟୀଙ୍କୁ ୨୦୧୩ ମସିହାରେ କୁଆଲାଲମ୍ପୁର ବିମାନବନ୍ଦରରେ ଗିରଫ କରାଯାଇଥିଲା । ତାଙ୍କ ବ୍ୟାଗରୁ ପ୍ରାୟ ୩ କିଲୋଗ୍ରାମ ନିଷିଦ୍ଧ ଡ୍ରଗ୍ସ ଜବତ ହୋଇଥିଲା । ଅଭିଯୁକ୍ତ ନିଜକୁ ନିର୍ଦ୍ଦୋଷ ବୋଲି ଦାବି କରି କହିଥିଲେ ଯେ ବ୍ୟାଗଟି ଅନ୍ୟ ଜଣଙ୍କର ଥିଲା । କିନ୍ତୁ ଅଦାଲତ ତାଙ୍କ ଯୁକ୍ତିକୁ ଗ୍ରହଣ କରିନଥିଲେ । ଜେଲ ଦଣ୍ଡ ସହ ତାଙ୍କୁ ବେତ ମାଡ଼ ଦଣ୍ଡ ମଧ୍ୟ ଦିଆଯାଇଛି । ଭାରତୀୟ ଦୂତାବାସ ମାମଲା ଉପରେ ନଜର ରଖିଛି । — [760, 1457, 1124, 1575]
neelplast-call: Call: 77880 01100 — [27, 1915, 171, 1931]
ibooks-brand2: INSTITUTE — [33, 1664, 163, 1689]
reg-mark-yellow-2 — [740, 2302, 754, 2316]
dfmd-gate-2 — [341, 1501, 411, 1697]
koli-body-3: ଏହି ରାୟ ବିରୋଧରେ କୋଲି ହାଇକୋର୍ଟ ଓ ସୁପ୍ରିମକୋର୍ଟରେ ଆବେଦନ କରିଥିଲେ ହେଁ ଉଭୟ କୋର୍ଟ ମୃତ୍ୟୁଦଣ୍ଡକୁ ବହାଲ ରଖିଥିଲେ । ରାଷ୍ଟ୍ରପତି ମଧ୍ୟ ତାଙ୍କ ଦୟା ଆବେଦନକୁ ଖାରଜ କରିଦେଇଥିଲେ । ପରେ ସୁପ୍ରିମକୋର୍ଟରେ ପୁନର୍ବିଚାର ଆବେଦନ ଦାଖଲ ହୋଇଥିଲା, ଯାହାକୁ ମଧ୍ୟ ଖାରଜ କରାଯାଇଥିଲା । ହାଇକୋର୍ଟଙ୍କ ଏହି ନିଷ୍ପତ୍ତି ବିରୋଧରେ ସିବିଆଇ ସୁପ୍ରିମକୋର୍ଟକୁ ଯିବ କି ନାହିଁ ତାହା ଏଯାଏଁ ସ୍ପଷ୍ଟ ହୋଇନାହିଁ । ପୀଡ଼ିତ ପରିବାରମାନେ ଏହି ରାୟରେ ଅସନ୍ତୋଷ ପ୍ରକାଶ କରିଛନ୍ତି ଏବଂ ଦୋଷୀକୁ କଠୋର ଦଣ୍ଡ ଦିଆଯିବା ଉଚିତ ବୋଲି କହିଛନ୍ତି । — [1132, 1111, 1494, 1214]
reg-mark-black-1 — [320, 2302, 334, 2316]
dfmd-photo — [210, 1440, 570, 1716]
reg-mark-black-2 — [760, 2302, 774, 2316]
justice-body-2: ଜଷ୍ଟିସ ପାତ୍ର ୧୯୪୪ ମସିହାରେ ଜନ୍ମଗ୍ରହଣ କରିଥିଲେ । ସେ ୧୯୬୭ ମସିହାରୁ ଆଇନ ବ୍ୟବସାୟ ଆରମ୍ଭ କରିଥିଲେ ଏବଂ ପରେ ଓଡ଼ିଶା ହାଇକୋର୍ଟର ବିଚାରପତି ଭାବେ ନିଯୁକ୍ତ ହୋଇଥିଲେ । ୨୦୦୩ ମସିହାରେ ସେ ସିକିମ ହାଇକୋର୍ଟର ମୁଖ୍ୟ ବିଚାରପତି ଭାବେ ଦାୟିତ୍ୱ ନେଇଥିଲେ । — [190, 849, 332, 982]
neelplast-pipe — [37, 1811, 165, 1865]
editorial-title: ଆଜିର ସମ୍ପାଦକୀୟ — [6, 1356, 196, 1382]
jewellers-addr: 501, Janpath, Sriya Square — [22, 1983, 174, 1994]
